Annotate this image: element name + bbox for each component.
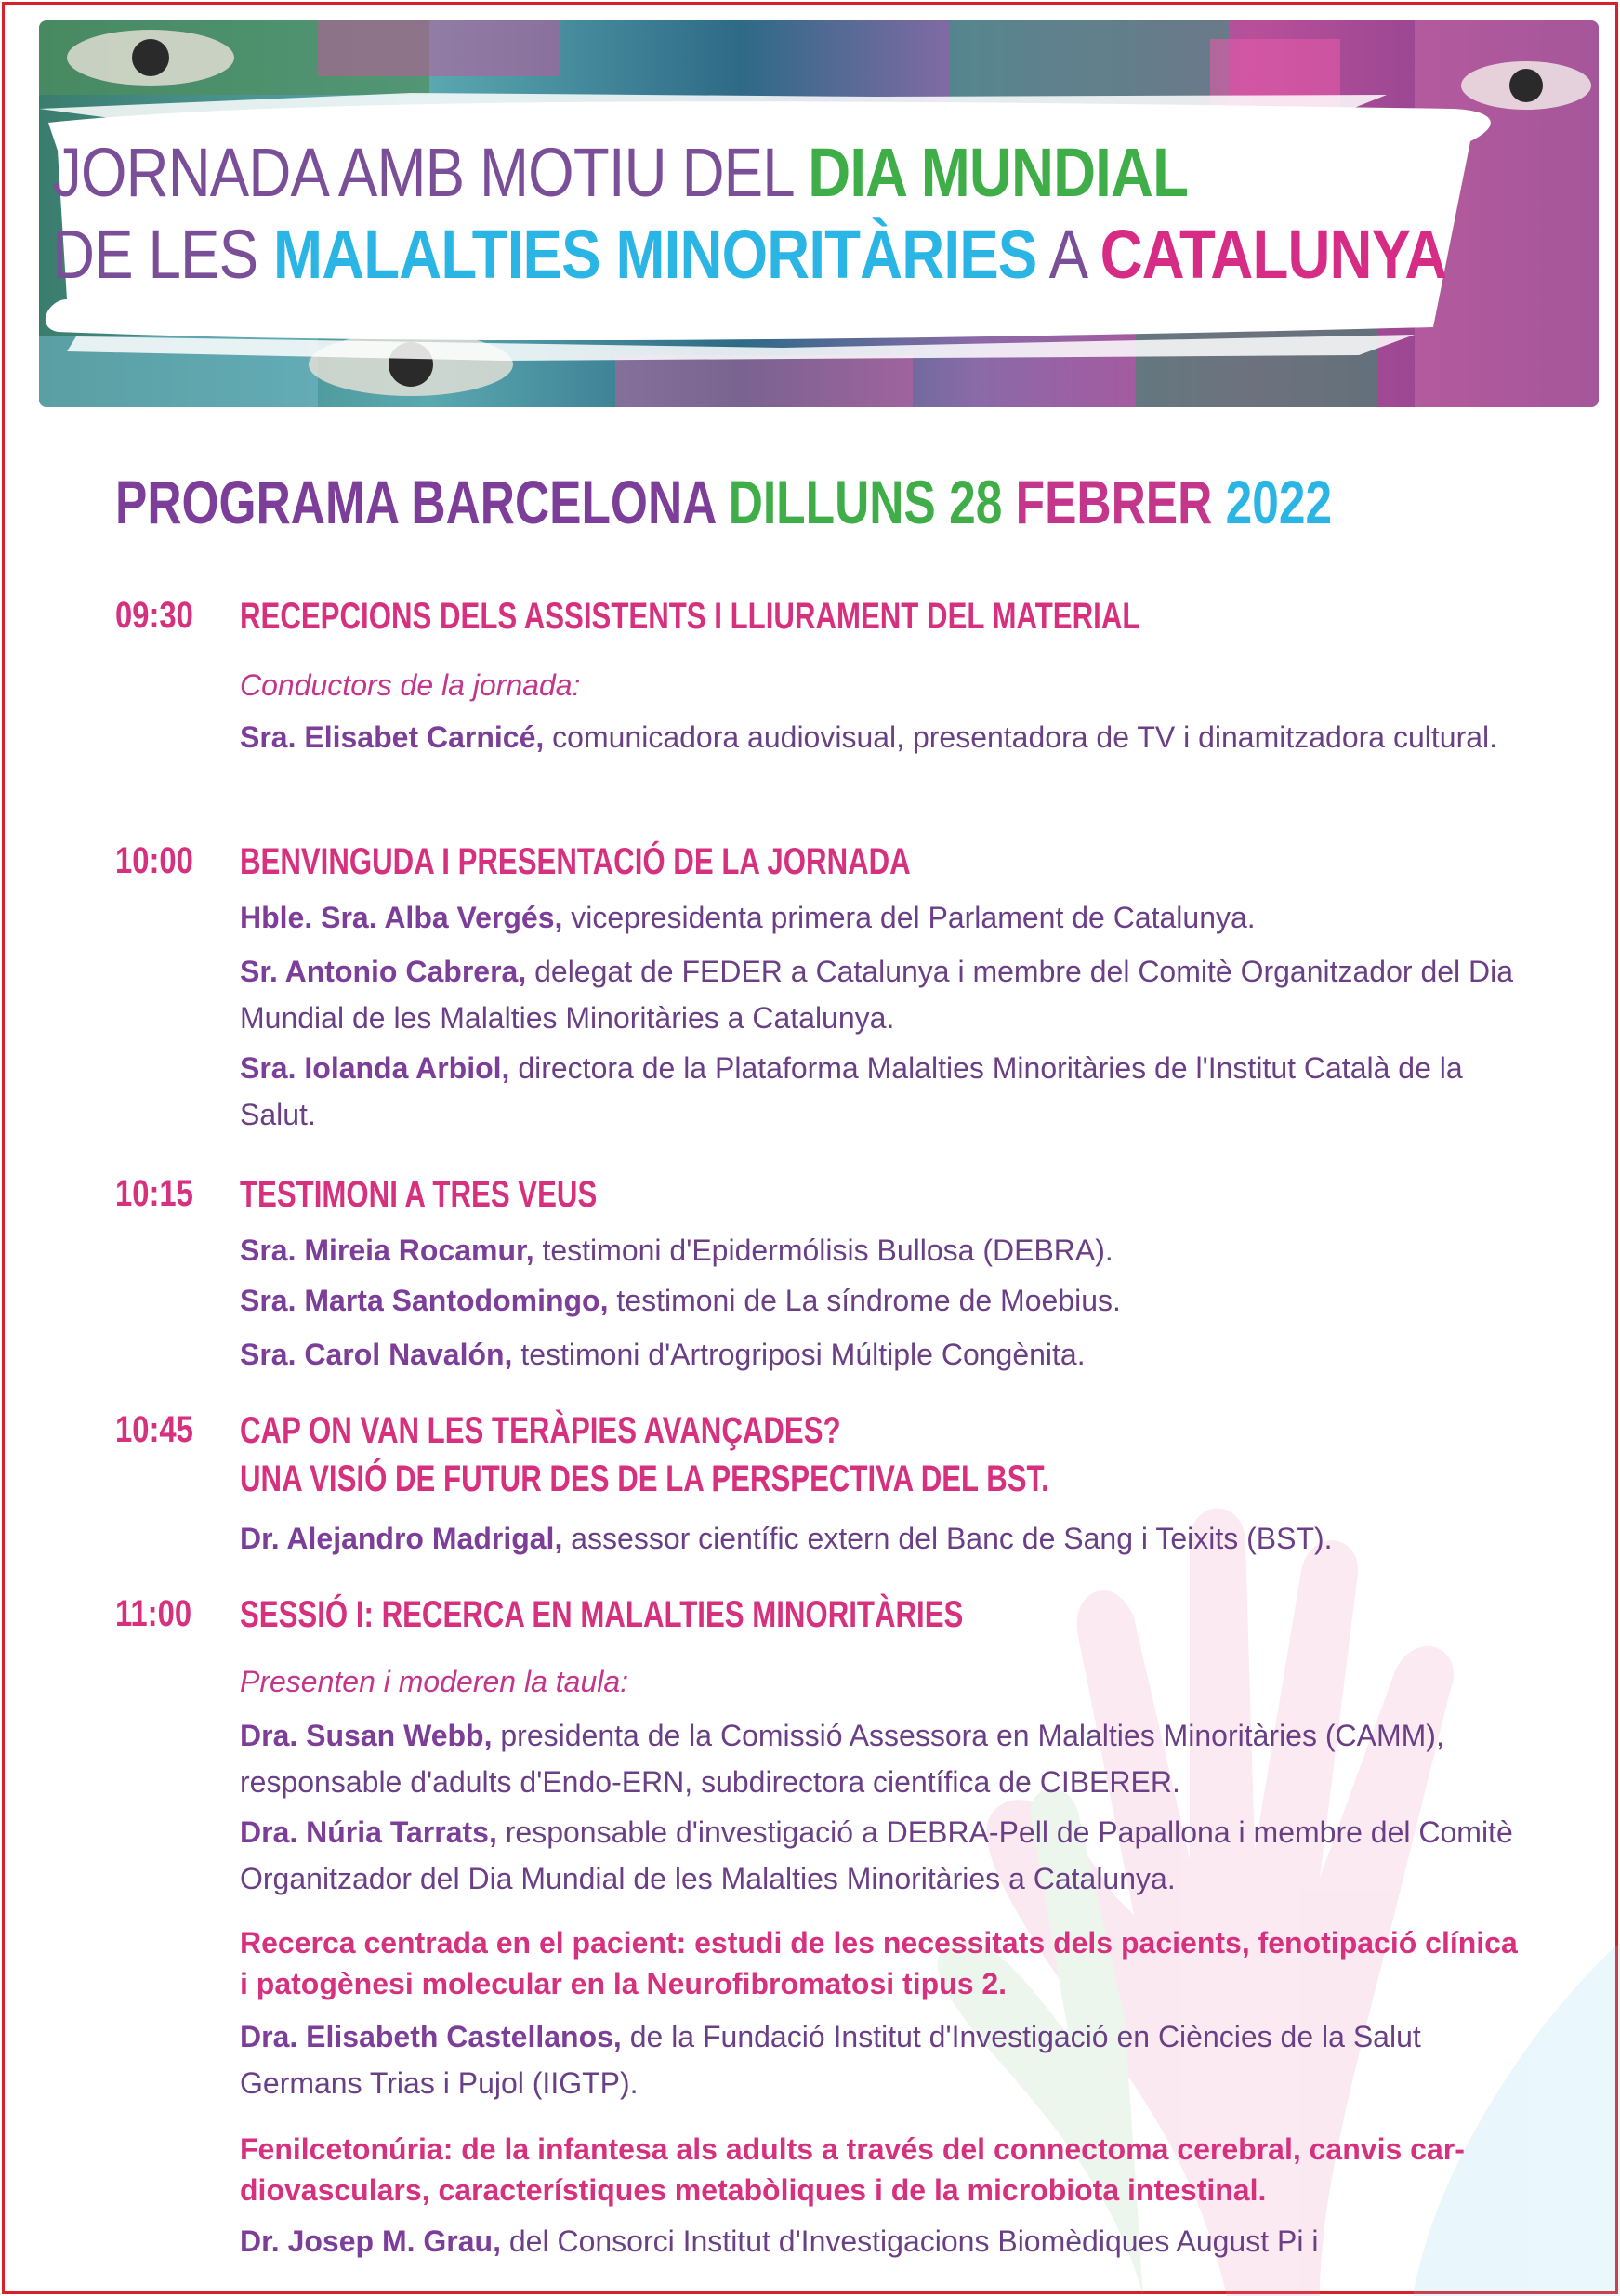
session-1-title: RECEPCIONS DELS ASSISTENTS I LLIURAMENT DEL MATERIAL (240, 596, 1140, 637)
session-5-talk-2-title: Fenilcetonúria: de la infantesa als adults a través del connectoma cerebral, canvis car-diovasculars, característiques metabòliques i de la microbiota intestinal. (240, 2132, 1465, 2207)
banner-title-line2-light-a: DE LES (52, 216, 274, 293)
session-5-moderator-2 (240, 1809, 1522, 1902)
speaker-description: testimoni d'Epidermólisis Bullosa (DEBRA). (533, 1234, 1113, 1267)
speaker-name: Sra. Iolanda Arbiol, (240, 1051, 510, 1085)
speaker-name: Sra. Elisabet Carnicé, (240, 720, 545, 754)
speaker-name: Sra. Marta Santodomingo, (240, 1284, 609, 1317)
session-5-moderator-1 (240, 1712, 1522, 1805)
speaker-name: Dra. Susan Webb, (240, 1719, 493, 1752)
session-5-talk-1-title: Recerca centrada en el pacient: estudi de les necessitats dels pacients, fenotipació clínica i patogènesi molecular en la Neurofibromatosi tipus 2. (240, 1926, 1518, 2000)
session-1-time: 09:30 (115, 595, 193, 636)
session-5-time: 11:00 (115, 1593, 192, 1634)
speaker-description: directora de la Plataforma Malalties Minoritàries de l'Institut Català de la Salut. (240, 1051, 1463, 1131)
speaker-description: del Consorci Institut d'Investigacions Biomèdiques August Pi i (500, 2224, 1319, 2258)
session-4-title-line1: CAP ON VAN LES TERÀPIES AVANÇADES? (240, 1410, 841, 1451)
speaker-description: delegat de FEDER a Catalunya i membre del Comitè Organitzador del Dia Mundial de les Malalties Minoritàries a Catalunya. (240, 955, 1514, 1035)
speaker-description: comunicadora audiovisual, presentadora de TV i dinamitzadora cultural. (544, 720, 1498, 754)
speaker-description: assessor científic extern del Banc de Sang i Teixits (BST). (562, 1522, 1333, 1555)
banner-title (52, 132, 1447, 296)
banner-title-line1-light: JORNADA AMB MOTIU DEL (52, 134, 809, 211)
session-2-speaker-1 (240, 894, 1522, 941)
session-4-title-line2: UNA VISIÓ DE FUTUR DES DE LA PERSPECTIVA DEL BST. (240, 1458, 1049, 1499)
speaker-name: Hble. Sra. Alba Vergés, (240, 901, 563, 934)
session-3-title: TESTIMONI A TRES VEUS (240, 1174, 598, 1215)
session-2-time: 10:00 (115, 840, 193, 881)
program-heading-part3: FEBRER (1015, 468, 1226, 536)
session-4-time: 10:45 (115, 1409, 193, 1450)
program-heading-part4: 2022 (1225, 468, 1333, 536)
banner-title-line2-light-b: A (1036, 216, 1100, 293)
speaker-description: responsable d'investigació a DEBRA-Pell de Papallona i membre del Comitè Organitzador del Dia Mundial de les Malalties Minoritàries a Catalunya. (240, 1815, 1513, 1895)
session-2-speaker-2 (240, 948, 1522, 1041)
header-banner (39, 20, 1599, 407)
session-5-speaker-3 (240, 2013, 1522, 2106)
speaker-description: vicepresidenta primera del Parlament de Catalunya. (562, 901, 1256, 934)
session-5-speaker-4 (240, 2218, 1522, 2264)
speaker-name: Dr. Alejandro Madrigal, (240, 1522, 563, 1555)
program-heading-part2: DILLUNS 28 (728, 468, 1016, 536)
banner-title-line1-green: DIA MUNDIAL (808, 134, 1189, 211)
program-heading-part1: PROGRAMA BARCELONA (115, 468, 729, 536)
session-5-moderators-label: Presenten i moderen la taula: (240, 1665, 629, 1698)
session-2-speaker-3 (240, 1045, 1522, 1138)
speaker-name: Dr. Josep M. Grau, (240, 2224, 501, 2258)
speaker-name: Dra. Núria Tarrats, (240, 1815, 497, 1849)
session-5-title: SESSIÓ I: RECERCA EN MALALTIES MINORITÀRIES (240, 1594, 964, 1635)
session-1-speaker-1 (240, 714, 1522, 760)
speaker-description: presidenta de la Comissió Assessora en Malalties Minoritàries (CAMM), responsable d'adults d'Endo-ERN, subdirectora científica de CIBERER. (240, 1719, 1444, 1799)
session-2-title: BENVINGUDA I PRESENTACIÓ DE LA JORNADA (240, 841, 911, 882)
speaker-description: de la Fundació Institut d'Investigació en Ciències de la Salut Germans Trias i Pujol (IIGTP). (240, 2020, 1421, 2100)
session-1-conductors-label: Conductors de la jornada: (240, 668, 581, 702)
speaker-name: Sr. Antonio Cabrera, (240, 955, 527, 988)
speaker-name: Sra. Mireia Rocamur, (240, 1234, 534, 1267)
session-3-speaker-2 (240, 1277, 1522, 1324)
session-3-speaker-1 (240, 1227, 1522, 1273)
speaker-name: Dra. Elisabeth Castellanos, (240, 2020, 622, 2053)
program-heading (115, 467, 1332, 537)
speaker-name: Sra. Carol Navalón, (240, 1338, 513, 1371)
banner-title-line2-magenta: CATALUNYA (1100, 216, 1447, 293)
session-3-time: 10:15 (115, 1173, 193, 1214)
session-4-speaker-1 (240, 1515, 1522, 1562)
banner-title-line2-cyan: MALALTIES MINORITÀRIES (273, 216, 1037, 293)
speaker-description: testimoni de La síndrome de Moebius. (608, 1284, 1121, 1317)
speaker-description: testimoni d'Artrogriposi Múltiple Congènita. (512, 1338, 1086, 1371)
session-3-speaker-3 (240, 1331, 1522, 1378)
